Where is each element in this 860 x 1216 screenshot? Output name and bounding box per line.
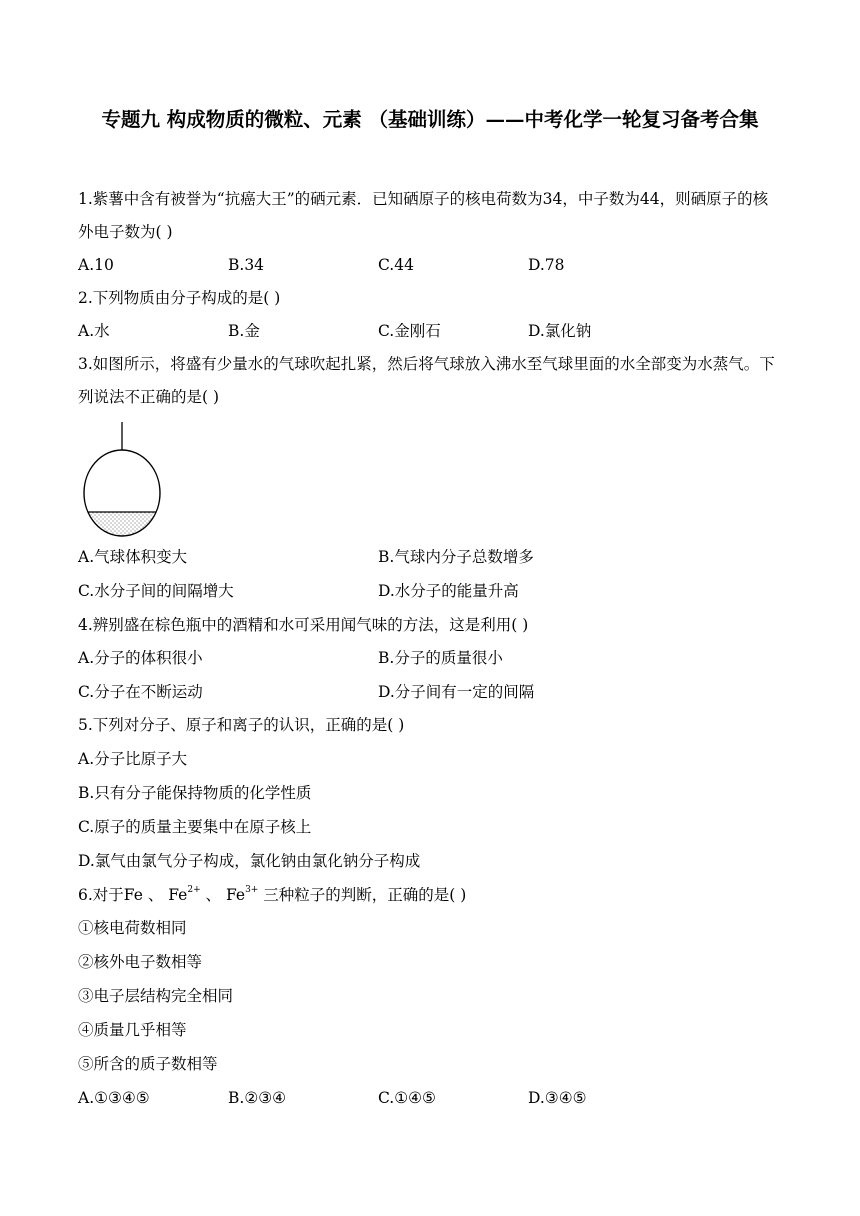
option-d[interactable]: D.分子间有一定的间隔 (378, 683, 535, 701)
separator: 、 (142, 886, 169, 904)
option-c[interactable]: C.①④⑤ (378, 1089, 436, 1107)
question-4-options-row1 (78, 642, 798, 675)
question-3-options-row1 (78, 541, 798, 574)
stem-prefix: 6.对于 (78, 886, 124, 904)
statement-5: ⑤所含的质子数相等 (78, 1055, 218, 1073)
fe3-symbol: Fe (225, 886, 246, 904)
option-b[interactable]: B.分子的质量很小 (378, 649, 503, 667)
option-c[interactable]: C.原子的质量主要集中在原子核上 (78, 818, 312, 836)
option-a[interactable]: A.分子的体积很小 (78, 649, 203, 667)
option-d[interactable]: D.③④⑤ (528, 1089, 587, 1107)
option-a[interactable]: A.气球体积变大 (78, 548, 188, 566)
option-a[interactable]: A.10 (78, 256, 114, 274)
question-2-stem: 2.下列物质由分子构成的是( ) (78, 289, 281, 307)
question-3-stem: 3.如图所示，将盛有少量水的气球吹起扎紧，然后将气球放入沸水至气球里面的水全部变为水蒸气。下列说法不正确的是( ) (78, 355, 775, 406)
question-1-options (78, 249, 798, 282)
option-b[interactable]: B.只有分子能保持物质的化学性质 (78, 784, 312, 802)
stem-suffix: 三种粒子的判断，正确的是( ) (258, 886, 467, 904)
statement-1: ①核电荷数相同 (78, 919, 187, 937)
fe2-symbol: Fe (168, 886, 188, 904)
option-b[interactable]: B.气球内分子总数增多 (378, 548, 534, 566)
fe-atom: Fe (123, 886, 143, 904)
fe3-ion (226, 886, 258, 904)
question-6-options (78, 1082, 798, 1115)
option-d[interactable]: D.水分子的能量升高 (378, 582, 519, 600)
question-4-stem: 4.辨别盛在棕色瓶中的酒精和水可采用闻气味的方法，这是利用( ) (78, 616, 529, 634)
option-c[interactable]: C.水分子间的间隔增大 (78, 582, 234, 600)
fe3-charge: 3+ (245, 884, 259, 895)
question-2-options (78, 315, 798, 348)
option-b[interactable]: B.金 (228, 322, 260, 340)
fe2-ion (168, 886, 200, 904)
option-c[interactable]: C.44 (378, 256, 414, 274)
option-a[interactable]: A.①③④⑤ (78, 1089, 150, 1107)
option-b[interactable]: B.34 (228, 256, 265, 274)
water-fill (80, 512, 166, 538)
balloon-figure (80, 420, 166, 538)
option-a[interactable]: A.水 (78, 322, 110, 340)
statement-2: ②核外电子数相等 (78, 953, 203, 971)
fe2-charge: 2+ (187, 884, 201, 895)
option-d[interactable]: D.78 (528, 256, 565, 274)
option-b[interactable]: B.②③④ (228, 1089, 287, 1107)
statement-3: ③电子层结构完全相同 (78, 987, 234, 1005)
question-6-stem (78, 879, 798, 912)
option-d[interactable]: D.氯气由氯气分子构成，氯化钠由氯化钠分子构成 (78, 852, 421, 870)
statement-4: ④质量几乎相等 (78, 1021, 187, 1039)
page-title: 专题九 构成物质的微粒、元素 （基础训练）——中考化学一轮复习备考合集 (101, 108, 759, 131)
separator: 、 (200, 886, 226, 904)
question-5-stem: 5.下列对分子、原子和离子的认识，正确的是( ) (78, 716, 405, 734)
option-d[interactable]: D.氯化钠 (528, 322, 592, 340)
question-4-options-row2 (78, 676, 798, 709)
question-1-stem: 1.紫薯中含有被誉为“抗癌大王”的硒元素．已知硒原子的核电荷数为34，中子数为44，则硒原子的核外电子数为( ) (78, 190, 769, 241)
question-3-options-row2 (78, 575, 798, 608)
option-a[interactable]: A.分子比原子大 (78, 750, 188, 768)
option-c[interactable]: C.金刚石 (378, 322, 441, 340)
option-c[interactable]: C.分子在不断运动 (78, 683, 203, 701)
